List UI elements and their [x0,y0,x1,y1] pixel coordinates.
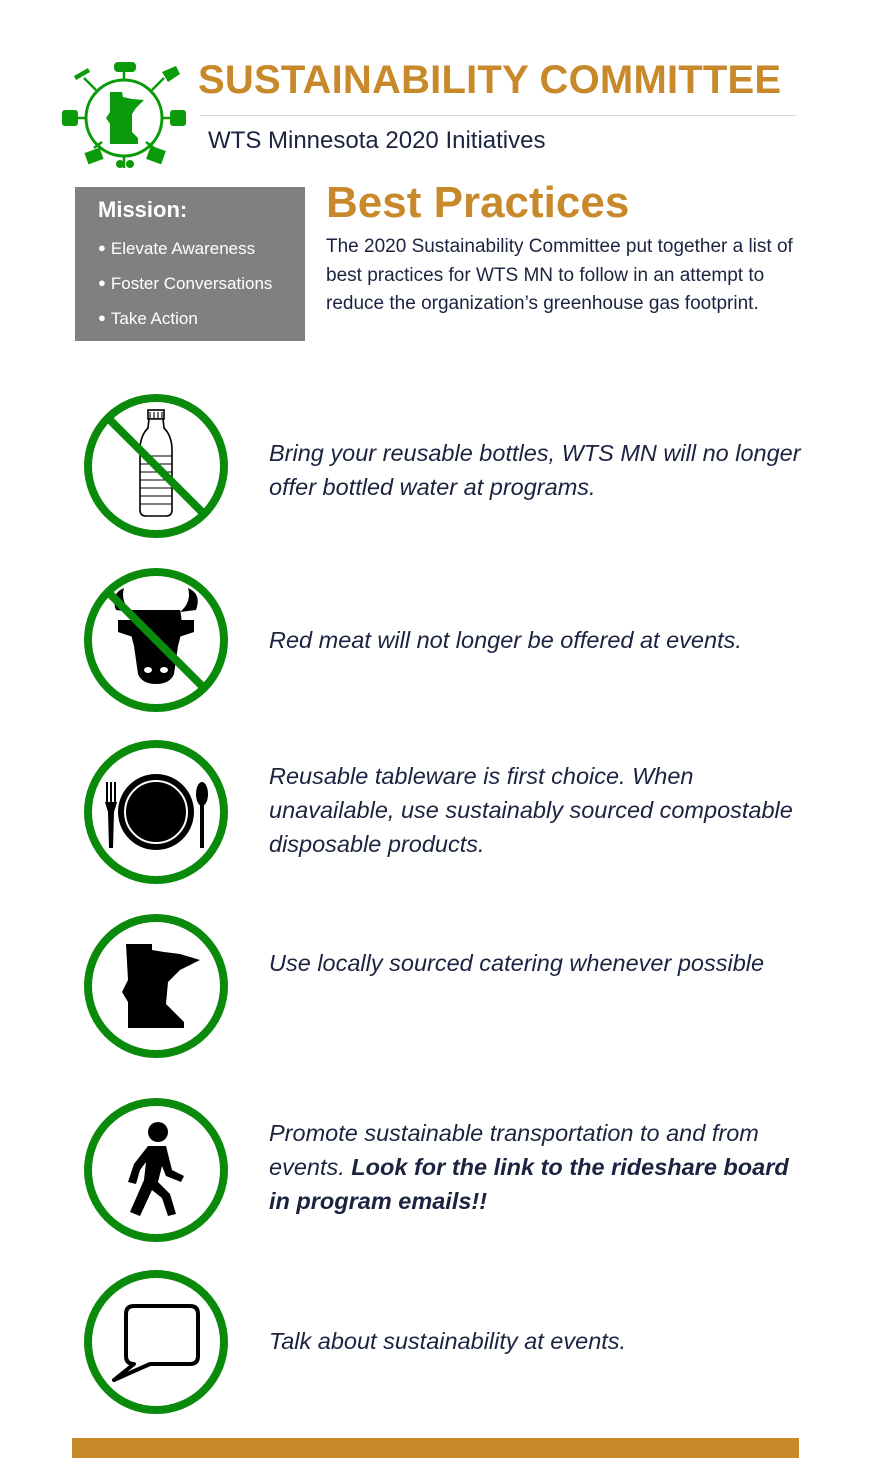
mission-item-label: Elevate Awareness [110,239,256,258]
bullet-icon: ● [98,240,106,255]
mission-item-label: Take Action [110,309,198,328]
mission-box [75,187,305,341]
practice-text: Red meat will not longer be offered at events. [269,627,742,653]
page-subtitle: WTS Minnesota 2020 Initiatives [208,127,546,154]
practice-text: Bring your reusable bottles, WTS MN will no longer offer bottled water at programs. [269,440,801,500]
practice-text-regular: Promote sustainable transportation to and from events. [269,1120,759,1180]
minnesota-local-icon [80,912,232,1060]
walking-person-icon [80,1096,232,1244]
title-divider [200,115,796,116]
mission-heading: Mission: [98,197,188,222]
committee-logo-icon [62,62,190,172]
best-practices-intro: The 2020 Sustainability Committee put together a list of best practices for WTS MN to follow in an attempt to reduce the organization’s greenhouse gas footprint. [326,236,793,314]
mission-item [98,267,305,302]
speech-bubble-icon [80,1268,232,1416]
best-practices-heading: Best Practices [326,178,630,227]
practice-text-bold: Look for the link to the rideshare board in program emails!! [269,1154,789,1214]
mission-list [98,232,305,337]
practice-text: Use locally sourced catering whenever possible [269,950,765,976]
mission-item [98,302,305,337]
practice-text: Talk about sustainability at events. [269,1328,627,1354]
bullet-icon: ● [98,310,106,325]
mission-item-label: Foster Conversations [110,274,273,293]
practice-text [269,1116,809,1218]
reusable-tableware-icon [80,738,232,886]
no-red-meat-icon [80,566,232,714]
mission-item [98,232,305,267]
no-bottled-water-icon [80,392,232,540]
footer-bar [72,1438,799,1458]
bullet-icon: ● [98,275,106,290]
page-title: SUSTAINABILITY COMMITTEE [198,58,782,102]
practice-text: Reusable tableware is first choice. When unavailable, use sustainably sourced compostable disposable products. [269,763,793,857]
